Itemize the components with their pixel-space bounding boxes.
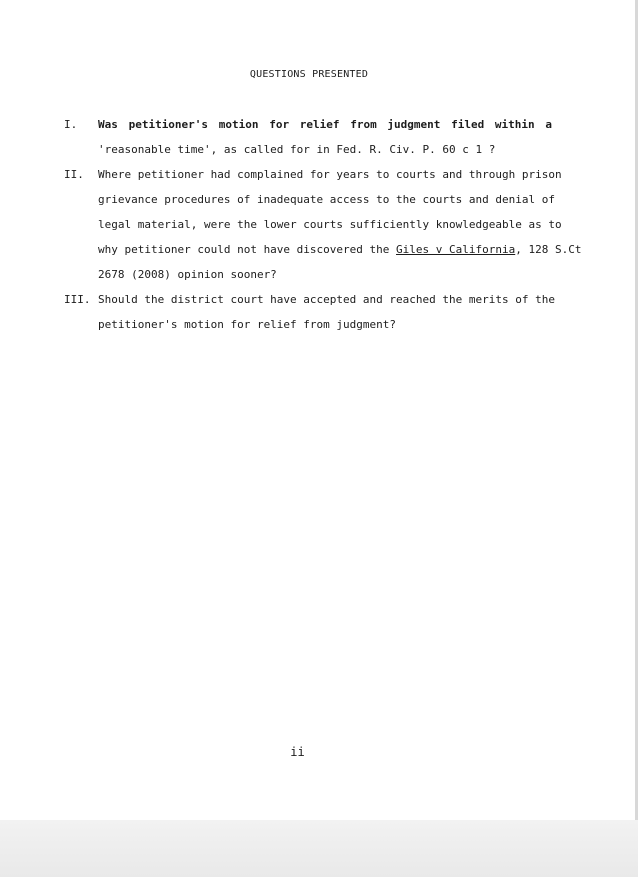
question-3-line-2: petitioner's motion for relief from judgment? <box>98 318 397 331</box>
question-2-line-5: 2678 (2008) opinion sooner? <box>98 268 277 281</box>
case-citation: Giles v California <box>396 243 516 256</box>
question-1-line-1: Was petitioner's motion for relief from judgment filed within a <box>98 118 552 131</box>
question-2-line-4-start: why petitioner could not have discovered the <box>98 243 397 256</box>
question-2-number: II. <box>64 168 84 181</box>
question-1-number: I. <box>64 118 78 131</box>
question-2-line-1: Where petitioner had complained for years to courts and through prison <box>98 168 562 181</box>
question-2-line-4 <box>98 243 581 256</box>
question-1-line-2: 'reasonable time', as called for in Fed. R. Civ. P. 60 c 1 ? <box>98 143 496 156</box>
section-heading: QUESTIONS PRESENTED <box>249 69 369 80</box>
question-2-line-4-end: , 128 S.Ct <box>515 243 582 256</box>
page-number: ii <box>290 745 305 759</box>
question-2-line-3: legal material, were the lower courts sufficiently knowledgeable as to <box>98 218 562 231</box>
question-2-line-2: grievance procedures of inadequate access to the courts and denial of <box>98 193 555 206</box>
question-3-number: III. <box>64 293 91 306</box>
scan-margin <box>0 820 638 877</box>
question-3-line-1: Should the district court have accepted and reached the merits of the <box>98 293 555 306</box>
